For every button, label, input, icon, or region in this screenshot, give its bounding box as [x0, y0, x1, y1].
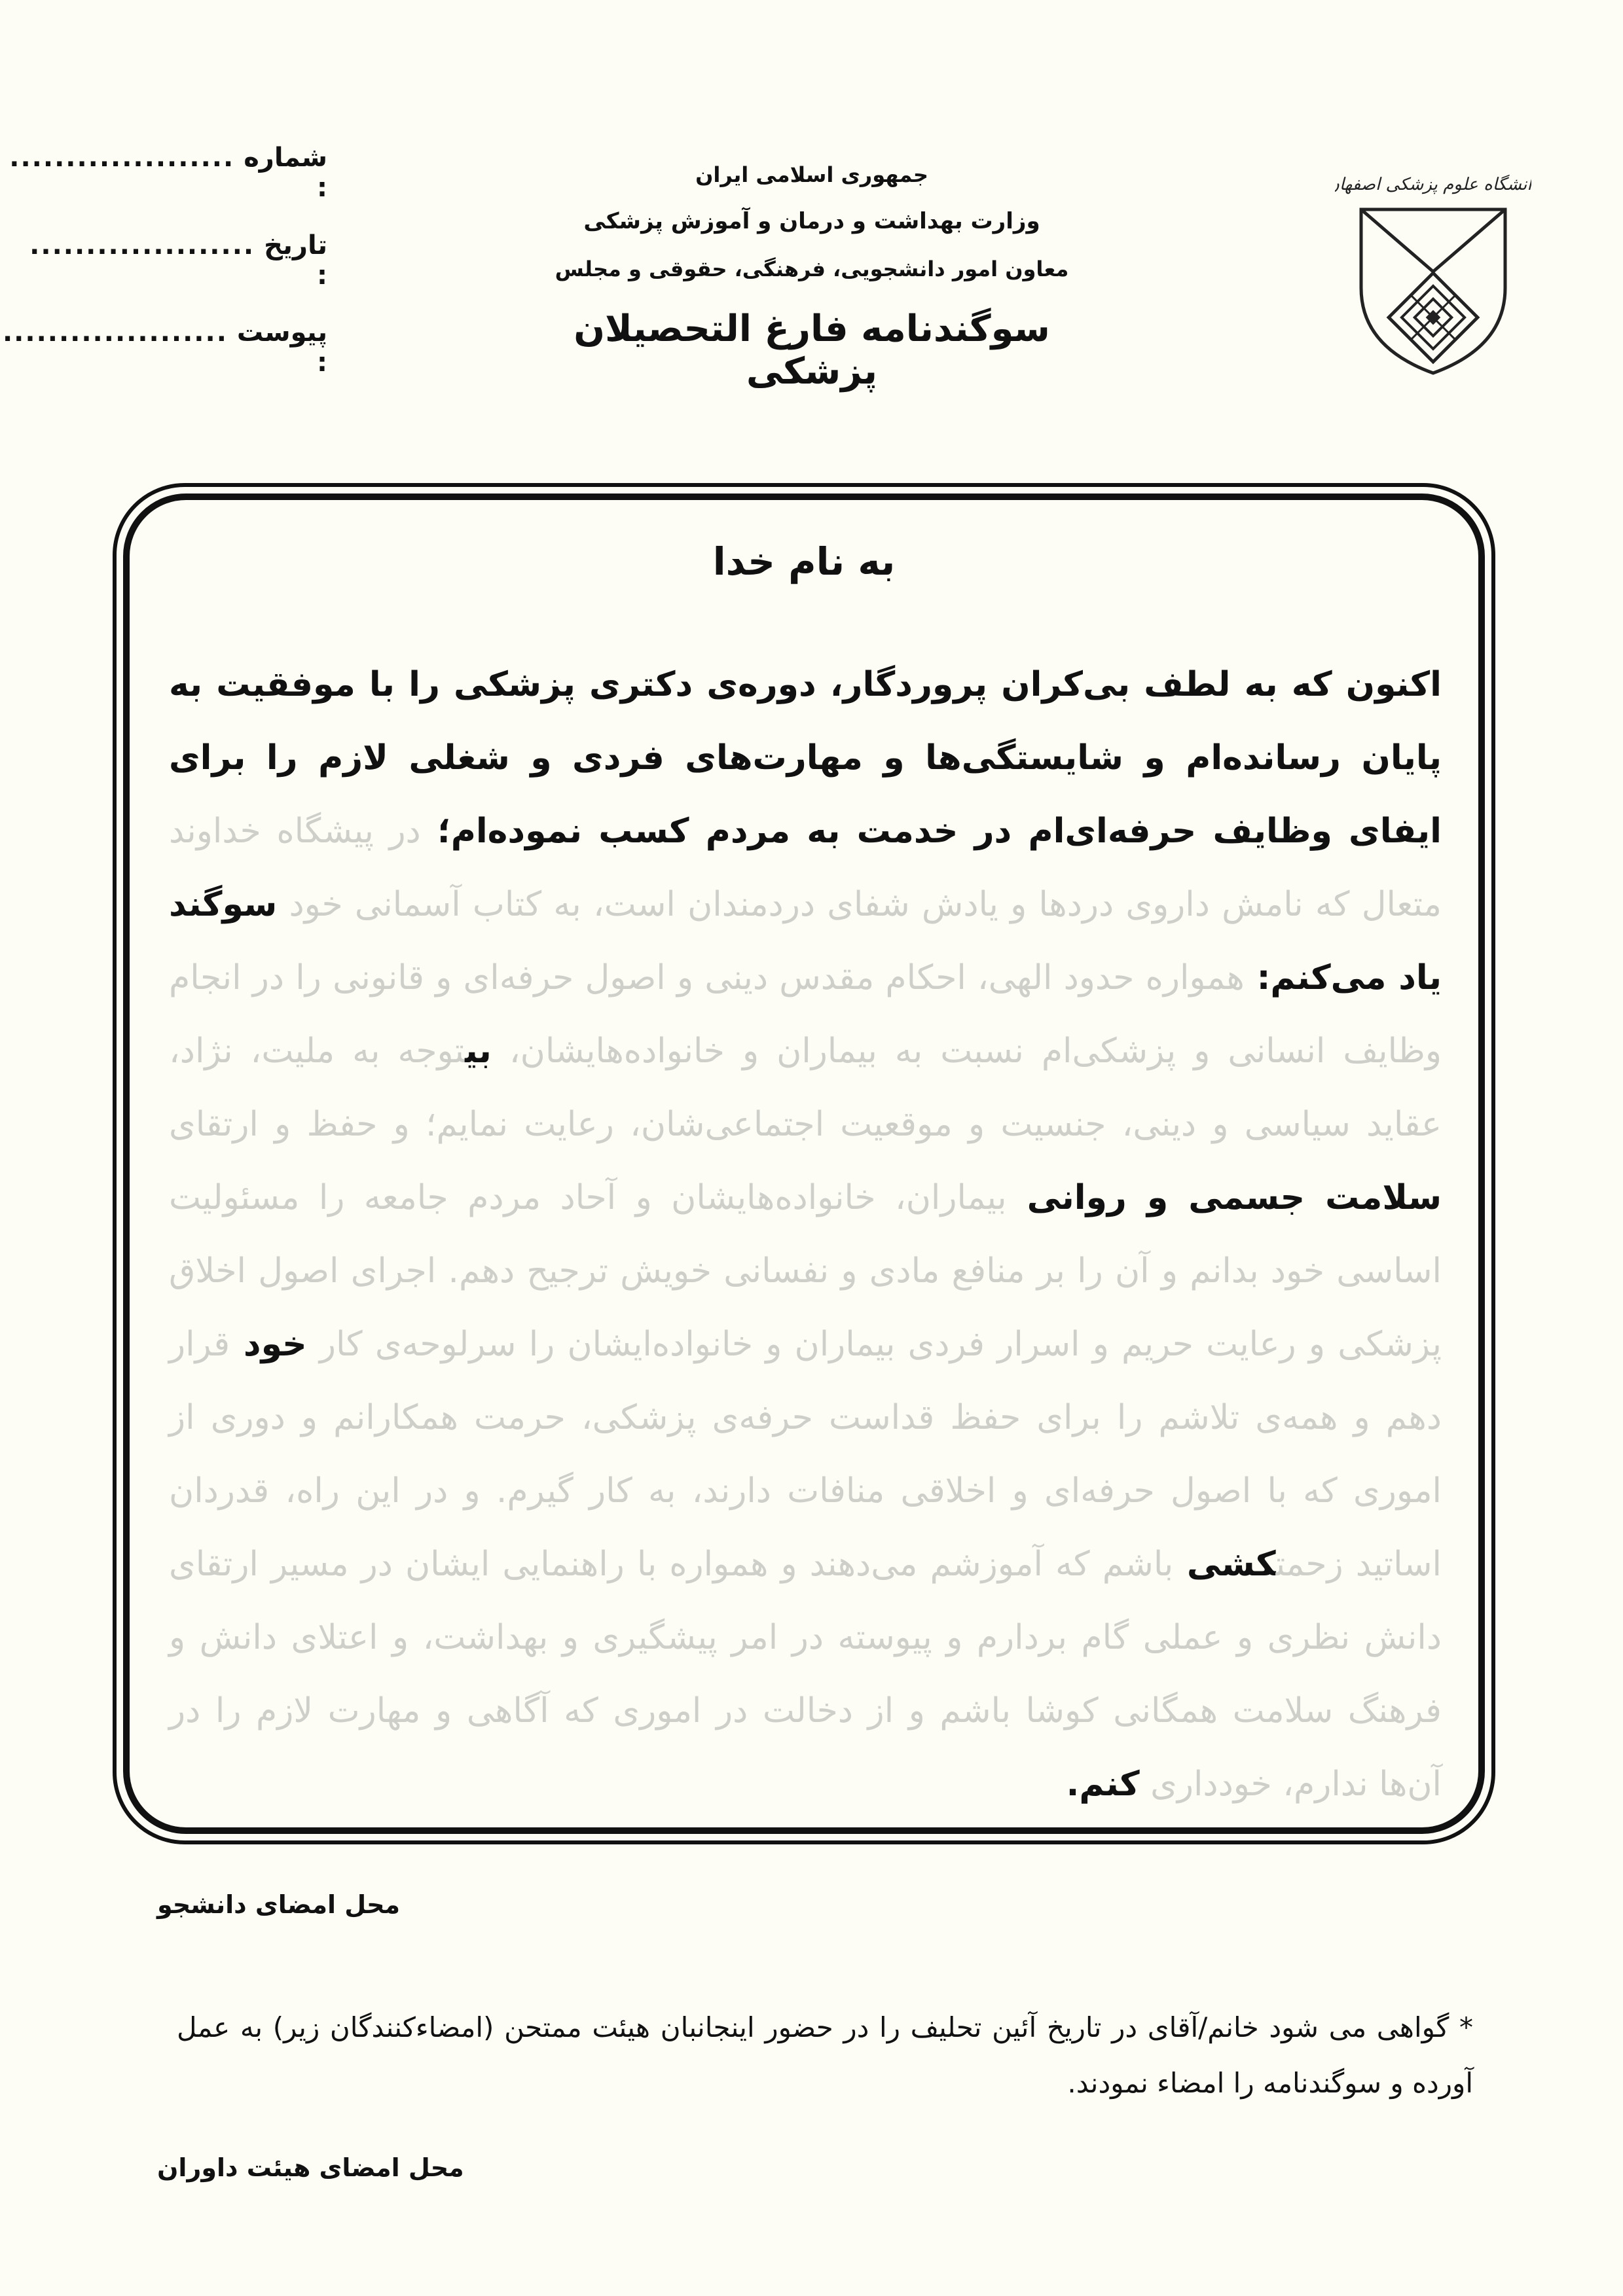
- oath-segment-faint: در پیشگاه خداوند متعال که نامش داروی دردها و یادش شفای دردمندان است، به کتاب آسمانی خود: [169, 812, 1442, 924]
- oath-segment-faint: باشم که آموزشم می‌دهند و همواره با راهنمایی ایشان در مسیر ارتقای دانش نظری و عملی گام بردارم و پیوسته در امر پیشگیری و بهداشت، و اعتلای دانش و فرهنگ سلامت همگانی کوشا باشم و از دخالت در اموری که آگاهی و مهارت لازم را در آن‌ها ندارم، خودداری: [169, 1545, 1442, 1804]
- oath-segment-strong: سوگند یاد می‌کنم:: [169, 885, 1442, 997]
- date-label: تاریخ :: [264, 230, 327, 291]
- logo-calligraphy: دانشگاه علوم پزشکی اصفهان: [1335, 175, 1531, 194]
- number-field: [9, 143, 327, 203]
- oath-segment-strong: کنم.: [1066, 1765, 1140, 1804]
- certification-paragraph: * گواهی می شود خانم/آقای در تاریخ آئین تحلیف را در حضور اینجانبان هیئت ممتحن (امضاءکنندگان زیر) به عمل آورده و سوگندنامه را امضاء نمودند.: [177, 2011, 1473, 2099]
- document-title: سوگندنامه فارغ التحصیلان پزشکی: [574, 308, 1050, 393]
- oath-segment-faint: همواره حدود الهی، احکام مقدس دینی و اصول حرفه‌ای و قانونی را در انجام وظایف انسانی و پزشکی‌ام نسبت به بیماران و خانواده‌هایشان،: [169, 958, 1442, 1071]
- oath-segment-faint: قرار دهم و همه‌ی تلاشم را برای حفظ قداست حرفه‌ی پزشکی، حرمت همکارانم و دوری از اموری که با اصول حرفه‌ای و اخلاقی منافات دارند، به کار گیرم. و در این راه، قدردان اساتید زحمت: [169, 1325, 1442, 1584]
- republic-heading: جمهوری اسلامی ایران: [695, 162, 928, 187]
- jury-signature-label: محل امضای هیئت داوران: [157, 2153, 464, 2182]
- oath-segment-strong: اکنون که به لطف بی‌کران پروردگار، دوره‌ی دکتری پزشکی را با موفقیت به پایان رسانده‌ام و شایستگی‌ها و مهارت‌های فردی و شغلی لازم را برای ایفای وظایف حرفه‌ای‌ام در خدمت به مردم کسب نموده‌ام؛: [169, 665, 1442, 851]
- number-value: ....................: [9, 143, 235, 173]
- attachment-value: ....................: [2, 317, 228, 348]
- oath-segment-strong: خود: [230, 1325, 307, 1364]
- bismillah-heading: به نام خدا: [712, 539, 896, 584]
- university-logo: [1335, 157, 1531, 380]
- date-field: [29, 230, 327, 291]
- ministry-heading: وزارت بهداشت و درمان و آموزش پزشکی: [583, 208, 1040, 234]
- oath-segment-strong: سلامت جسمی و روانی: [1006, 1178, 1442, 1217]
- date-value: ....................: [29, 230, 255, 260]
- oath-segment-strong: کشی: [1173, 1545, 1276, 1584]
- deputy-heading: معاون امور دانشجویی، فرهنگی، حقوقی و مجلس: [555, 257, 1069, 281]
- student-signature-label: محل امضای دانشجو: [157, 1890, 401, 1919]
- attachment-label: پیوست :: [236, 317, 327, 378]
- oath-segment-strong: بی: [465, 1031, 492, 1071]
- oath-segment-faint: توجه به ملیت، نژاد، عقاید سیاسی و دینی، جنسیت و موقعیت اجتماعی‌شان، رعایت نمایم؛ و حفظ و ارتقای: [169, 1031, 1442, 1144]
- oath-segment-faint: بیماران، خانواده‌هایشان و آحاد مردم جامعه را مسئولیت اساسی خود بدانم و آن را بر منافع مادی و نفسانی خویش ترجیح دهم. اجرای اصول اخلاق پزشکی و رعایت حریم و اسرار فردی بیماران و خانواده‌ایشان را سرلوحه‌ی کار: [169, 1178, 1442, 1364]
- attachment-field: [2, 317, 327, 378]
- oath-body: [169, 648, 1442, 1821]
- number-label: شماره :: [244, 143, 327, 203]
